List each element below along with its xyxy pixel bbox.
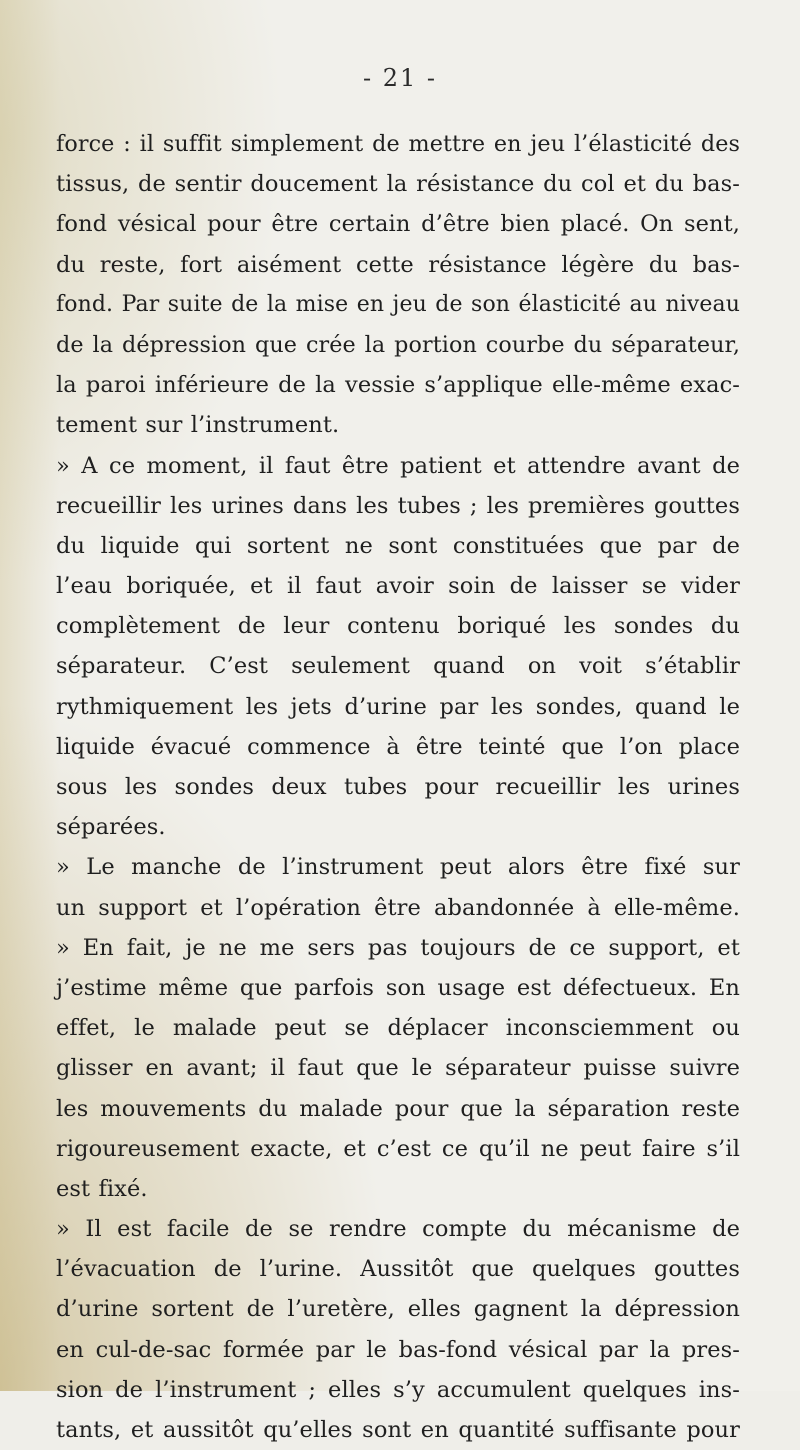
page-number: - 21 - bbox=[362, 64, 437, 92]
text-line: fond. Par suite de la mise en jeu de son élasticité au niveau bbox=[56, 291, 740, 317]
text-line: les mouvements du malade pour que la séparation reste bbox=[56, 1095, 740, 1122]
text-line: » Il est facile de se rendre compte du mécanisme de bbox=[56, 1216, 740, 1243]
text-line: l’évacuation de l’urine. Aussitôt que quelques gouttes bbox=[56, 1256, 740, 1283]
text-line: » Le manche de l’instrument peut alors être fixé sur bbox=[56, 854, 740, 881]
text-line: du reste, fort aisément cette résistance légère du bas- bbox=[56, 251, 740, 278]
text-line: » A ce moment, il faut être patient et attendre avant de bbox=[56, 452, 740, 479]
text-line: la paroi inférieure de la vessie s’applique elle-même exac- bbox=[56, 372, 740, 399]
text-line: un support et l’opération être abandonnée à elle-même. bbox=[56, 894, 740, 921]
text-line: » En fait, je ne me sers pas toujours de ce support, et bbox=[56, 934, 740, 961]
body-text bbox=[56, 124, 740, 1450]
text-line: en cul-de-sac formée par le bas-fond vésical par la pres- bbox=[56, 1336, 740, 1363]
text-line: force : il suffit simplement de mettre en jeu l’élasticité des bbox=[56, 131, 740, 157]
text-line: effet, le malade peut se déplacer inconsciemment ou bbox=[56, 1015, 740, 1042]
text-line: d’urine sortent de l’uretère, elles gagnent la dépression bbox=[56, 1296, 740, 1323]
text-line: de la dépression que crée la portion courbe du séparateur, bbox=[56, 331, 740, 358]
text-line: tants, et aussitôt qu’elles sont en quantité suffisante pour bbox=[56, 1417, 740, 1443]
text-line: rigoureusement exacte, et c’est ce qu’il ne peut faire s’il bbox=[56, 1135, 740, 1162]
text-line: glisser en avant; il faut que le séparateur puisse suivre bbox=[56, 1055, 740, 1082]
text-line: sion de l’instrument ; elles s’y accumulent quelques ins- bbox=[56, 1376, 740, 1403]
text-line: séparateur. C’est seulement quand on voit s’établir bbox=[56, 653, 740, 680]
text-line: recueillir les urines dans les tubes ; les premières gouttes bbox=[56, 492, 740, 519]
text-line: complètement de leur contenu boriqué les sondes du bbox=[56, 613, 740, 640]
text-line: rythmiquement les jets d’urine par les sondes, quand le bbox=[56, 693, 740, 720]
text-line: fond vésical pour être certain d’être bien placé. On sent, bbox=[56, 211, 740, 238]
text-line: liquide évacué commence à être teinté que l’on place bbox=[56, 733, 740, 760]
text-line: est fixé. bbox=[56, 1175, 148, 1202]
text-line: j’estime même que parfois son usage est défectueux. En bbox=[56, 974, 740, 1001]
text-line: sous les sondes deux tubes pour recueillir les urines bbox=[56, 774, 740, 800]
text-line: l’eau boriquée, et il faut avoir soin de laisser se vider bbox=[56, 573, 740, 600]
text-line: tissus, de sentir doucement la résistance du col et du bas- bbox=[56, 171, 740, 198]
text-line: séparées. bbox=[56, 814, 166, 841]
text-line: tement sur l’instrument. bbox=[56, 412, 340, 439]
text-line: du liquide qui sortent ne sont constituées que par de bbox=[56, 532, 740, 559]
